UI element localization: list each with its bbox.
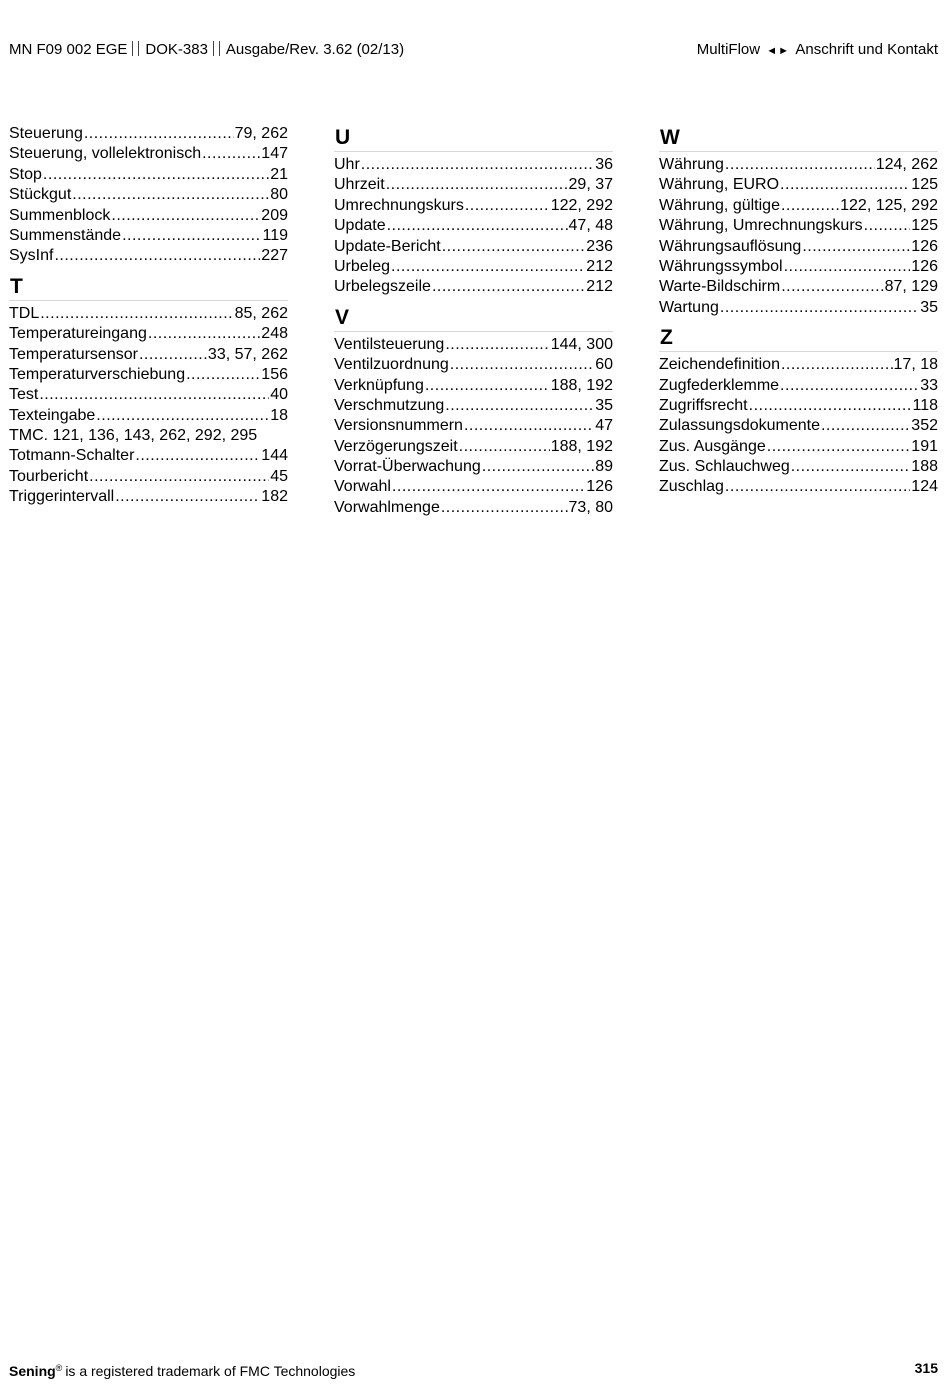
page-number: 315 <box>914 1360 938 1376</box>
index-term: Urbelegszeile <box>334 278 431 296</box>
index-page-refs: 352 <box>911 417 938 435</box>
index-entry <box>334 196 613 216</box>
index-page-refs: 35 <box>920 298 938 316</box>
index-term: Steuerung <box>9 125 83 142</box>
index-page-refs: 33 <box>920 376 938 394</box>
registered-mark: ® <box>55 1363 63 1373</box>
index-term: Verzögerungszeit <box>334 437 458 455</box>
index-entry <box>9 144 288 164</box>
index-term: Verschmutzung <box>334 396 445 414</box>
index-term: Update <box>334 217 386 235</box>
dot-leader <box>115 487 260 507</box>
index-group <box>9 273 288 508</box>
index-entry <box>9 124 288 144</box>
dot-leader <box>821 416 910 436</box>
index-term: Versionsnummern <box>334 417 463 435</box>
index-page-refs: 212 <box>586 257 613 275</box>
index-entry <box>659 457 938 477</box>
dot-leader <box>139 345 207 365</box>
index-term: Update-Bericht <box>334 237 441 255</box>
index-page-refs: 17, 18 <box>893 356 938 374</box>
index-page-refs: 33, 57, 262 <box>207 345 288 363</box>
dot-leader <box>784 257 911 277</box>
page-footer <box>9 1358 938 1378</box>
index-page-refs: 126 <box>911 257 938 275</box>
index-term: Verknüpfung <box>334 376 424 394</box>
index-entry <box>659 416 938 436</box>
index-entry <box>9 487 288 507</box>
index-term: Summenstände <box>9 226 122 244</box>
index-page-refs: 40 <box>270 386 288 404</box>
index-page-refs: 45 <box>270 467 288 485</box>
index-term: Währungssymbol <box>659 257 783 275</box>
index-page-refs: 73, 80 <box>568 498 613 516</box>
index-term: Zugfederklemme <box>659 376 780 394</box>
index-page-refs: 126 <box>586 478 613 496</box>
index-term: Temperatureingang <box>9 325 147 343</box>
index-entry <box>334 155 613 175</box>
index-page-refs: 80 <box>270 186 288 204</box>
dot-leader <box>202 144 260 164</box>
index-group <box>334 304 613 519</box>
index-page-refs: 125 <box>911 217 938 235</box>
index-page-refs: 182 <box>261 488 288 506</box>
index-page-refs: 124 <box>911 478 938 496</box>
dot-leader <box>781 277 883 297</box>
index-term: Umrechnungskurs <box>334 196 464 214</box>
index-entry <box>659 196 938 216</box>
dot-leader <box>445 396 594 416</box>
index-column-1 <box>9 124 288 514</box>
index-page-refs: 36 <box>595 156 613 173</box>
index-page-refs: 29, 37 <box>568 176 613 194</box>
index-entry <box>9 446 288 466</box>
index-column-3 <box>659 124 938 504</box>
footer-trademark-text: is a registered trademark of FMC Technologies <box>65 1363 356 1379</box>
index-entry <box>659 396 938 416</box>
dot-leader <box>96 406 269 426</box>
index-entry <box>9 206 288 226</box>
dot-leader <box>482 457 594 477</box>
index-term: Währungsauflösung <box>659 237 802 255</box>
footer-brand: Sening <box>9 1363 56 1379</box>
dot-leader <box>39 385 269 405</box>
index-term: Vorwahlmenge <box>334 498 440 516</box>
index-letter-heading: V <box>334 304 613 332</box>
index-entry <box>9 185 288 205</box>
index-page-refs: 147 <box>261 145 288 163</box>
index-term: Ventilsteuerung <box>334 335 445 353</box>
nav-arrows-icon: ◄► <box>766 45 791 57</box>
index-entry <box>9 426 288 446</box>
index-entry <box>334 335 613 355</box>
header-separator <box>132 41 139 56</box>
index-entry <box>9 365 288 385</box>
index-page-refs: 60 <box>595 356 613 374</box>
dot-leader <box>135 446 260 466</box>
index-entry <box>659 477 938 497</box>
index-page-refs: 21 <box>270 165 288 183</box>
index-page-refs: 47 <box>595 417 613 435</box>
index-page-refs: 126 <box>911 237 938 255</box>
index-entry <box>334 355 613 375</box>
index-term: Vorwahl <box>334 478 391 496</box>
index-term: Summenblock <box>9 206 111 224</box>
dot-leader <box>425 376 550 396</box>
index-entry <box>659 277 938 297</box>
index-term: Temperaturverschiebung <box>9 365 186 383</box>
index-column-2 <box>334 124 613 524</box>
index-term: Steuerung, vollelektronisch <box>9 145 202 163</box>
index-group <box>659 324 938 498</box>
index-page-refs: 125 <box>911 176 938 194</box>
index-term: Ventilzuordnung <box>334 356 449 374</box>
index-entry <box>334 216 613 236</box>
index-term: TDL <box>9 304 40 322</box>
dot-leader <box>780 175 910 195</box>
index-term: Tourbericht <box>9 467 89 485</box>
index-entry <box>659 237 938 257</box>
index-entry <box>659 257 938 277</box>
index-entry <box>659 175 938 195</box>
dot-leader <box>186 365 260 385</box>
index-group <box>659 124 938 318</box>
index-group <box>9 124 288 267</box>
index-term: Zus. Schlauchweg <box>659 458 790 476</box>
dot-leader <box>361 155 594 175</box>
index-term: Zus. Ausgänge <box>659 437 766 455</box>
index-term: Zeichendefinition <box>659 356 780 374</box>
dot-leader <box>450 355 594 375</box>
index-page-refs: 209 <box>261 206 288 224</box>
index-term: Wartung <box>659 298 719 316</box>
index-entry <box>334 257 613 277</box>
index-term: Zulassungsdokumente <box>659 417 820 435</box>
header-dok: DOK-383 <box>145 41 208 58</box>
index-term: Zuschlag <box>659 478 724 496</box>
index-term: Währung, Umrechnungskurs <box>659 217 863 235</box>
header-section: Anschrift und Kontakt <box>795 41 938 58</box>
dot-leader <box>386 175 568 195</box>
index-entry <box>9 246 288 266</box>
index-page-refs: 87, 129 <box>884 278 938 296</box>
index-entry <box>334 277 613 297</box>
index-term: TMC. 121, 136, 143, 262, 292, 295 <box>9 427 258 445</box>
dot-leader <box>72 185 269 205</box>
index-page-refs: 122, 292 <box>550 196 613 214</box>
index-page-refs: 89 <box>595 458 613 476</box>
index-entry <box>659 216 938 236</box>
index-entry <box>334 175 613 195</box>
index-term: Stop <box>9 165 42 183</box>
index-entry <box>9 345 288 365</box>
index-term: Triggerintervall <box>9 488 115 506</box>
index-entry <box>334 457 613 477</box>
index-term: Zugriffsrecht <box>659 396 748 414</box>
dot-leader <box>767 437 911 457</box>
index-term: Test <box>9 386 39 404</box>
index-page-refs: 248 <box>261 325 288 343</box>
index-term: Stückgut <box>9 186 72 204</box>
index-entry <box>334 396 613 416</box>
index-page-refs: 212 <box>586 278 613 296</box>
index-entry <box>659 437 938 457</box>
index-page-refs: 236 <box>586 237 613 255</box>
index-page-refs: 122, 125, 292 <box>840 196 938 214</box>
dot-leader <box>864 216 911 236</box>
index-entry <box>9 304 288 324</box>
dot-leader <box>111 206 260 226</box>
dot-leader <box>725 155 875 175</box>
index-page-refs: 119 <box>262 226 288 244</box>
dot-leader <box>459 437 550 457</box>
dot-leader <box>387 216 568 236</box>
index-entry <box>659 155 938 175</box>
index-term: Vorrat-Überwachung <box>334 458 481 476</box>
index-entry <box>334 437 613 457</box>
dot-leader <box>432 277 585 297</box>
index-page-refs: 79, 262 <box>234 125 288 142</box>
index-entry <box>334 477 613 497</box>
dot-leader <box>392 477 585 497</box>
dot-leader <box>465 196 550 216</box>
index-entry <box>9 226 288 246</box>
index-page-refs: 85, 262 <box>234 304 288 322</box>
dot-leader <box>749 396 912 416</box>
dot-leader <box>781 355 893 375</box>
index-page-refs: 144, 300 <box>550 335 613 353</box>
page-header <box>9 40 938 60</box>
index-page-refs: 118 <box>912 396 938 414</box>
index-entry <box>334 498 613 518</box>
dot-leader <box>54 246 260 266</box>
index-letter-heading: W <box>659 124 938 152</box>
index-term: Temperatursensor <box>9 345 138 363</box>
index-page-refs: 156 <box>261 365 288 383</box>
index-letter-heading: T <box>9 273 288 301</box>
index-group <box>334 124 613 298</box>
index-page-refs: 18 <box>270 406 288 424</box>
index-page-refs: 47, 48 <box>568 217 613 235</box>
dot-leader <box>122 226 261 246</box>
index-page-refs: 188, 192 <box>550 376 613 394</box>
dot-leader <box>780 376 919 396</box>
index-entry <box>9 406 288 426</box>
dot-leader <box>725 477 910 497</box>
dot-leader <box>148 324 260 344</box>
index-term: Warte-Bildschirm <box>659 278 781 296</box>
header-section-info <box>697 40 938 61</box>
footer-trademark <box>9 1358 355 1381</box>
dot-leader <box>40 304 233 324</box>
index-entry <box>9 324 288 344</box>
index-entry <box>659 298 938 318</box>
index-page-refs: 35 <box>595 396 613 414</box>
dot-leader <box>791 457 911 477</box>
index-term: Uhrzeit <box>334 176 385 194</box>
dot-leader <box>43 165 269 185</box>
index-term: SysInf <box>9 247 54 265</box>
index-term: Währung, EURO <box>659 176 780 194</box>
index-entry <box>334 237 613 257</box>
header-document-info <box>9 40 404 60</box>
dot-leader <box>802 237 910 257</box>
index-page-refs: 124, 262 <box>875 156 938 173</box>
dot-leader <box>720 298 919 318</box>
index-entry <box>9 467 288 487</box>
dot-leader <box>441 498 568 518</box>
index-entry <box>659 355 938 375</box>
header-product: MultiFlow <box>696 41 761 58</box>
dot-leader <box>84 124 234 144</box>
header-separator <box>213 41 220 56</box>
header-revision: Ausgabe/Rev. 3.62 (02/13) <box>225 41 405 58</box>
index-page-refs: 188 <box>911 458 938 476</box>
index-entry <box>334 416 613 436</box>
index-entry <box>9 385 288 405</box>
index-term: Totmann-Schalter <box>9 447 135 465</box>
dot-leader <box>89 467 269 487</box>
index-entry <box>659 376 938 396</box>
index-entry <box>9 165 288 185</box>
index-letter-heading: Z <box>659 324 938 352</box>
index-page-refs: 227 <box>261 247 288 265</box>
index-term: Uhr <box>334 156 360 173</box>
index-term: Texteingabe <box>9 406 96 424</box>
index-page-refs: 191 <box>911 437 938 455</box>
index-term: Währung <box>659 156 724 173</box>
index-page-refs: 144 <box>261 447 288 465</box>
dot-leader <box>391 257 585 277</box>
dot-leader <box>781 196 839 216</box>
index-page-refs: 188, 192 <box>550 437 613 455</box>
index-term: Währung, gültige <box>659 196 780 214</box>
index-letter-heading: U <box>334 124 613 152</box>
index-entry <box>334 376 613 396</box>
dot-leader <box>442 237 586 257</box>
dot-leader <box>445 335 549 355</box>
dot-leader <box>464 416 594 436</box>
index-term: Urbeleg <box>334 257 391 275</box>
header-doc-id: MN F09 002 EGE <box>9 41 128 58</box>
